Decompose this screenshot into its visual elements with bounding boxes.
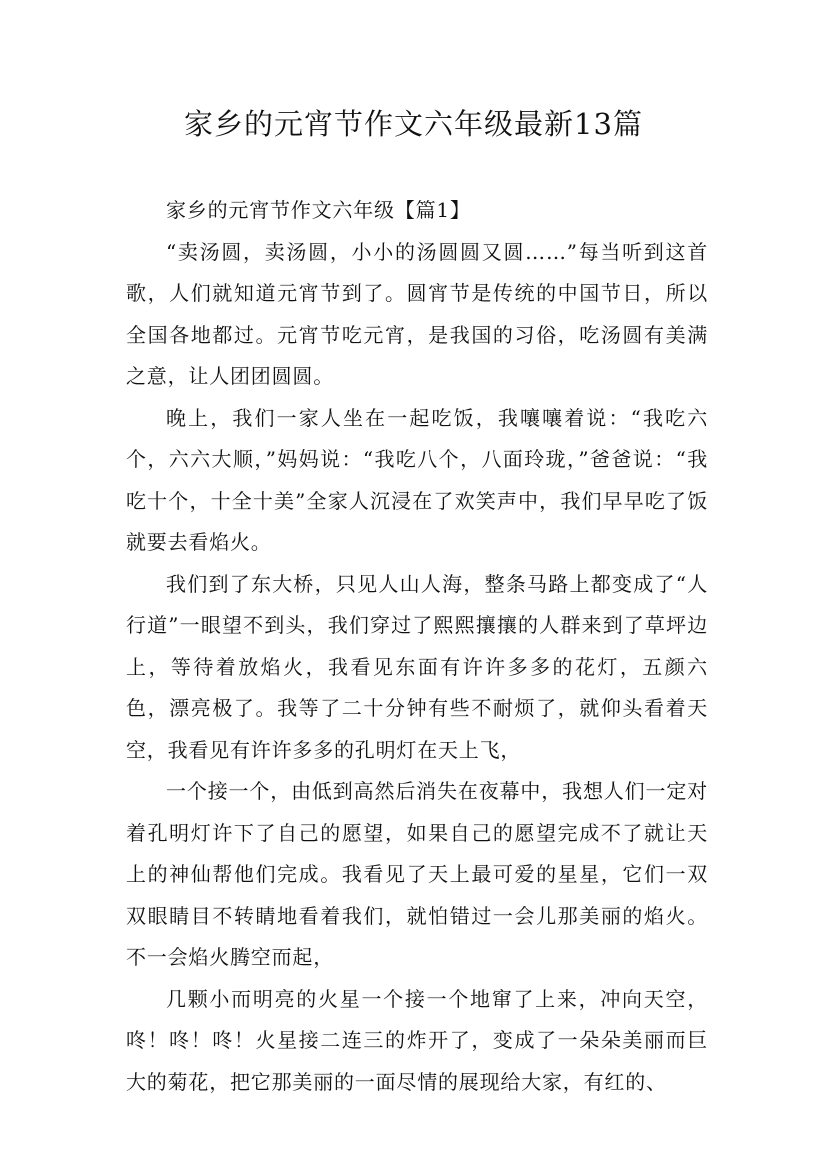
paragraph-1: “卖汤圆，卖汤圆，小小的汤圆圆又圆……”每当听到这首歌，人们就知道元宵节到了。圆宵节是传统的中国节日，所以全国各地都过。元宵节吃元宵，是我国的习俗，吃汤圆有美满之意，让人团团圆圆。	[126, 239, 708, 388]
paragraph-3: 我们到了东大桥，只见人山人海，整条马路上都变成了“人行道”一眼望不到头，我们穿过了熙熙攘攘的人群来到了草坪边上，等待着放焰火，我看见东面有许许多多的花灯，五颜六色，漂亮极了。我等了二十分钟有些不耐烦了，就仰头看着天空，我看见有许许多多的孔明灯在天上飞，	[126, 571, 708, 762]
document-title: 家乡的元宵节作文六年级最新13篇	[184, 107, 643, 141]
paragraph-5: 几颗小而明亮的火星一个接一个地窜了上来，冲向天空，咚！咚！咚！火星接二连三的炸开了，变成了一朵朵美丽而巨大的菊花，把它那美丽的一面尽情的展现给大家，有红的、	[126, 986, 708, 1094]
paragraph-2: 晚上，我们一家人坐在一起吃饭，我嚷嚷着说：“我吃六个，六六大顺，”妈妈说：“我吃八个，八面玲珑，”爸爸说：“我吃十个，十全十美”全家人沉浸在了欢笑声中，我们早早吃了饭就要去看焰火。	[126, 405, 708, 554]
section-heading: 家乡的元宵节作文六年级【篇1】	[166, 198, 471, 222]
paragraph-4: 一个接一个，由低到高然后消失在夜幕中，我想人们一定对着孔明灯许下了自己的愿望，如果自己的愿望完成不了就让天上的神仙帮他们完成。我看见了天上最可爱的星星，它们一双双眼睛目不转睛地看着我们，就怕错过一会儿那美丽的焰火。不一会焰火腾空而起，	[126, 779, 708, 969]
document-body	[126, 190, 708, 1103]
